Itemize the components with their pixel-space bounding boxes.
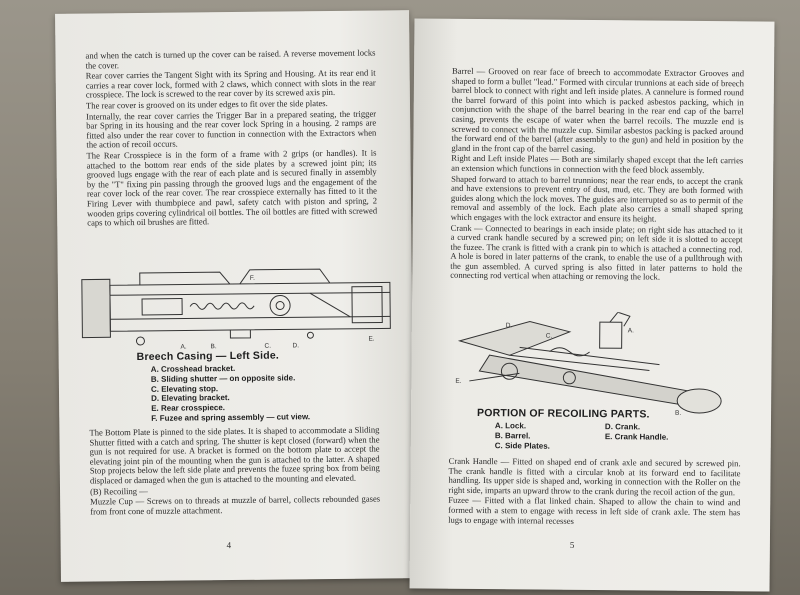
figure-label-a: A. [627,327,634,335]
legend-item: A. Lock. [494,421,527,431]
legend-item: C. Side Plates. [494,440,550,451]
figure-label-b: B. [210,343,217,351]
legend-item: C. Elevating stop. [150,383,219,394]
paragraph: Shaped forward to attach to barrel trunnions; near the rear ends, to accept the crank and have extensions to prevent entry of dust, mud, etc. They are both formed with guides along which the lock moves. The guides are interrupted so as to permit of the removal and assembly of the lock. Each plate also carries a small shaped spring which engages with the lock extractor and ensure its height. [450,173,744,224]
paragraph: and when the catch is turned up the cover can be raised. A reverse movement locks the cover. [85,47,376,71]
figure-label-e: E. [455,377,462,385]
right-bottom-text [448,457,741,529]
page-number-right: 5 [569,539,575,550]
paragraph: The rear cover is grooved on its under edges to fit over the side plates. [85,97,328,111]
legend-item: F. Fuzee and spring assembly — cut view. [151,412,311,423]
legend-item: D. Elevating bracket. [151,393,230,404]
page-number-left: 4 [226,540,232,551]
recoiling-parts-illustration [449,311,740,418]
recoiling-parts-legend [495,421,705,452]
legend-item: E. Rear crosspiece. [151,403,226,414]
figure-label-e: E. [368,335,375,343]
legend-item: B. Sliding shutter — on opposite side. [150,373,296,384]
figure-label-b: B. [675,409,682,417]
figure-label-c: C. [264,342,272,350]
left-top-text [85,49,377,230]
paragraph: Crank — Connected to bearings in each inside plate; on right side has attached to it a curved crank handle secured by a screwed pin; on left side it is slotted to accept the fuzee. The crank is fitted with a crank pin to which is attached a connecting rod. A hole is bored in later patterns of the crank, to enable the use of a pullthrough with the gun assembled. A curved spring is also fitted in later patterns to hold the connecting rod vertical when attaching or removing the lock. [450,222,743,283]
paragraph: The Rear Crosspiece is in the form of a frame with 2 grips (or handles). It is attached to the bottom rear ends of the side plates by a screwed joint pin; its grooved lugs engage with the rear of each plate and is secured finally in assembly by the "T" fixing pin passing through the grooved lugs and the engagement of the rear cover lock of the rear cover. The rear crosspiece externally has fitted to it the Firing Lever with thumbpiece and pawl, safety catch with piston and spring, 2 wooden grips covering cylindrical oil bottles. The oil bottles are fitted with screwed caps to which oil brushes are fitted. [86,147,378,228]
figure-label-c: C. [545,332,553,340]
paragraph: Barrel — Grooved on rear face of breech to accommodate Extractor Grooves and shaped to form a bullet "lead." Formed with circular trunnions at each side of breech barrel block to connect with right and left inside plates. A cannelure is formed round the barrel forward of this point into which is packed asbestos packing, which in conjunction with the shape of the barrel bearing in the rear end cap of the barrel casing, prevents the escape of water when the barrel recoils. The muzzle end is screwed to connect with the muzzle cup. Similar asbestos packing is packed around the forward end of the barrel (after assembly to the gun) and held in position by the gland in the front cap of the barrel casing. [451,65,745,154]
figure-label-d: D. [505,322,513,330]
paragraph: Internally, the rear cover carries the Trigger Bar in a prepared seating, the trigger bar Spring in its housing and the rear cover lock Spring in a housing. 2 ramps are fitted also under the rear cover to function in connection with the Extractors when the action of recoil occurs. [86,108,377,150]
figure-label-f: F. [249,274,255,282]
paragraph: Right and Left inside Plates — Both are similarly shaped except that the left carries an extension which functions in connection with the feed block assembly. [451,153,744,175]
legend-item [605,442,705,453]
left-page [55,10,415,582]
legend-item: E. Crank Handle. [604,431,669,442]
left-bottom-text [89,425,380,517]
breech-casing-illustration [80,262,397,351]
paragraph: Fuzee — Fitted with a flat linked chain. Shaped to allow the chain to wind and formed with a stem to engage with recess in left side of crank axle. The stem has lugs to engage with internal recesses [448,495,741,526]
legend-item: A. Crosshead bracket. [150,364,236,374]
figure-label-a: A. [180,343,187,351]
section-heading: (B) Recoiling — [89,485,148,497]
recoiling-parts-title: PORTION OF RECOILING PARTS. [477,407,650,421]
figure-label-d: D. [292,342,300,350]
breech-casing-title: Breech Casing — Left Side. [136,349,280,364]
paragraph: The Bottom Plate is pinned to the side plates. It is shaped to accommodate a Sliding Shutter fitted with a catch and spring. The shutter is kept closed (forward) when the gun is not required for use. A bracket is formed on the bottom plate to accept the elevating joint pin of the mounting when the gun is attached to the latter. A shaped Stop projects below the left side plate and prevents the fuzee spring box from being displaced or damaged when the gun is attached to the mounting and elevated. [89,424,380,486]
breech-casing-legend [151,363,310,423]
legend-item: B. Barrel. [494,430,531,441]
paragraph: Crank Handle — Fitted on shaped end of crank axle and secured by screwed pin. The crank handle is fitted with a circular knob at its forward end to facilitate handling. Its upper side is shaped and, working in connection with the Roller on the right side, imparts an upward throw to the crank during the recoil action of the gun. [448,455,741,498]
paragraph: Muzzle Cup — Screws on to threads at muzzle of barrel, collects rebounded gases from front cone of muzzle attachment. [90,493,381,517]
paragraph: Rear cover carries the Tangent Sight with its Spring and Housing. At its rear end it carries a rear cover lock, formed with 2 claws, which connect with slots in the rear crosspiece. The lock is screwed to the rear cover by its screwed axis pin. [85,67,376,100]
legend-item: D. Crank. [604,422,641,432]
right-top-text [450,67,744,285]
right-page [410,18,775,591]
